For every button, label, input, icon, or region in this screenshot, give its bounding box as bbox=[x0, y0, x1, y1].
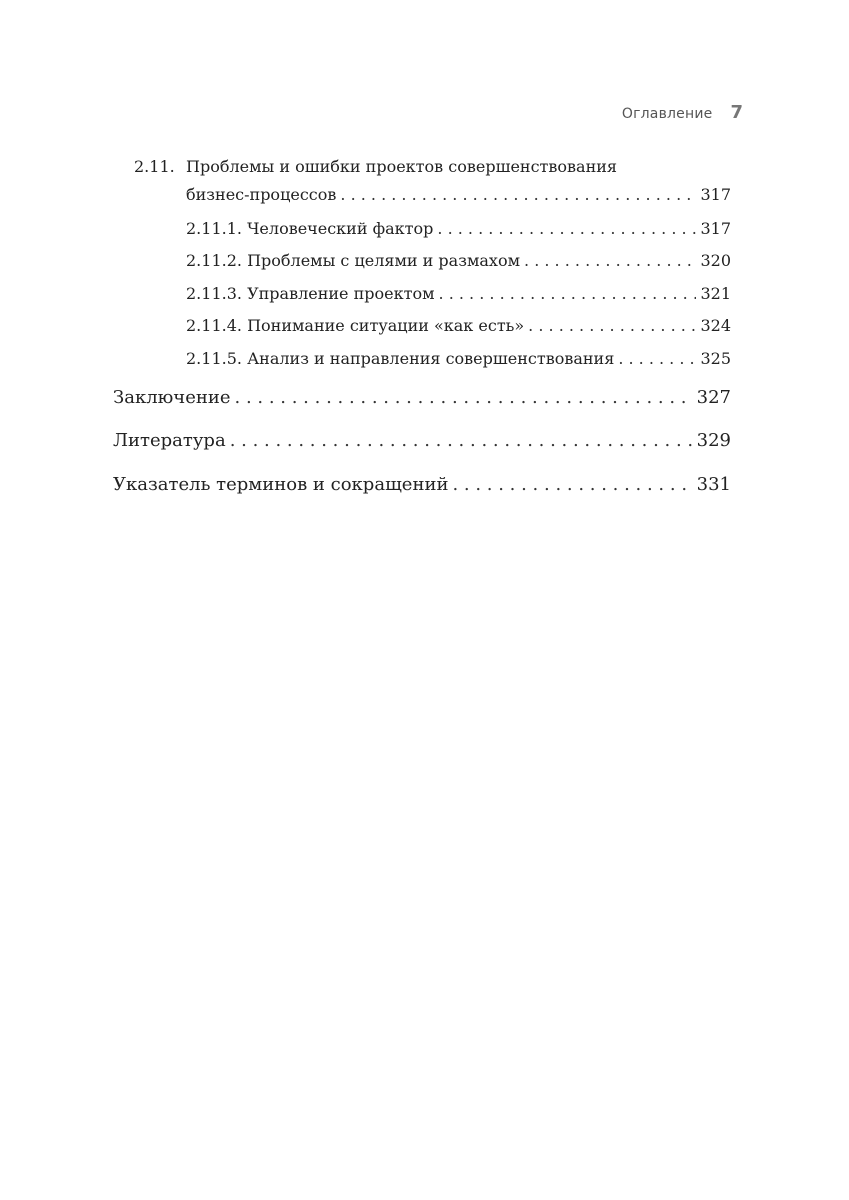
running-head bbox=[622, 102, 743, 123]
toc-page-number: 325 bbox=[700, 349, 731, 368]
toc-chapter-entry[interactable] bbox=[113, 474, 731, 495]
toc-chapter-label: Заключение bbox=[113, 387, 231, 408]
toc-section-entry[interactable] bbox=[186, 185, 731, 204]
toc-chapter-entry[interactable] bbox=[113, 430, 731, 451]
page-number: 7 bbox=[730, 102, 743, 123]
toc-subsection-entry[interactable] bbox=[186, 219, 731, 238]
toc-page-number: 324 bbox=[700, 316, 731, 335]
toc-subsection-entry[interactable] bbox=[186, 316, 731, 335]
toc-subsection-entry[interactable] bbox=[186, 284, 731, 303]
dot-leader bbox=[340, 185, 696, 204]
toc-page-number: 320 bbox=[700, 251, 731, 270]
dot-leader bbox=[437, 219, 696, 238]
toc-page-number: 321 bbox=[700, 284, 731, 303]
running-title: Оглавление bbox=[621, 106, 713, 122]
dot-leader bbox=[528, 316, 696, 335]
toc-chapter-label: Литература bbox=[113, 430, 226, 451]
toc-section-number: 2.11. bbox=[134, 157, 175, 176]
dot-leader bbox=[235, 387, 693, 408]
toc-page-number: 317 bbox=[700, 219, 731, 238]
toc-subsection-label: 2.11.2. Проблемы с целями и размахом bbox=[186, 251, 521, 270]
dot-leader bbox=[524, 251, 696, 270]
toc-subsection-entry[interactable] bbox=[186, 251, 731, 270]
toc-section-title-line2: бизнес-процессов bbox=[186, 185, 337, 204]
dot-leader bbox=[618, 349, 696, 368]
toc-page-number: 317 bbox=[700, 185, 731, 204]
dot-leader bbox=[452, 474, 692, 495]
toc-page-number: 329 bbox=[696, 430, 731, 451]
dot-leader bbox=[230, 430, 693, 451]
toc-subsection-label: 2.11.3. Управление проектом bbox=[186, 284, 435, 303]
toc-subsection-label: 2.11.1. Человеческий фактор bbox=[186, 219, 434, 238]
toc-page-number: 331 bbox=[696, 474, 731, 495]
toc-subsection-entry[interactable] bbox=[186, 349, 731, 368]
toc-page-number: 327 bbox=[696, 387, 731, 408]
dot-leader bbox=[439, 284, 697, 303]
toc-subsection-label: 2.11.5. Анализ и направления совершенствования bbox=[186, 349, 615, 368]
toc-section-title-line1: Проблемы и ошибки проектов совершенствования bbox=[186, 157, 617, 176]
toc-chapter-entry[interactable] bbox=[113, 387, 731, 408]
toc-chapter-label: Указатель терминов и сокращений bbox=[113, 474, 449, 495]
toc-subsection-label: 2.11.4. Понимание ситуации «как есть» bbox=[186, 316, 525, 335]
